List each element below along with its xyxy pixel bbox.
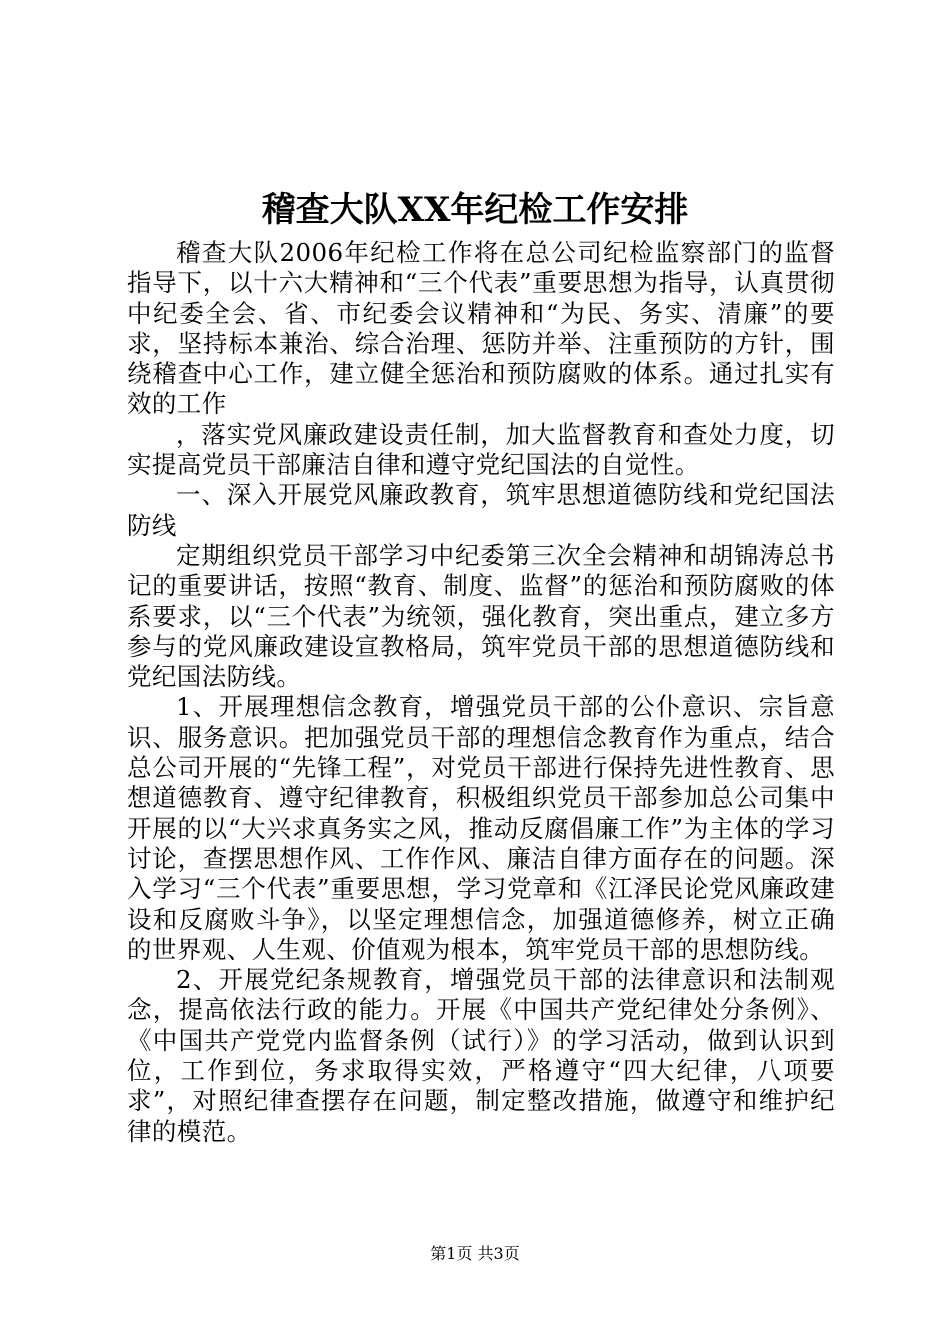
document-body <box>127 238 835 1147</box>
paragraph-item-2: 2、开展党纪条规教育，增强党员干部的法律意识和法制观念，提高依法行政的能力。开展《中国共产党纪律处分条例》、《中国共产党党内监督条例（试行）》的学习活动，做到认识到位，工作到位，务求取得实效，严格遵守“四大纪律，八项要求”，对照纪律查摆存在问题，制定整改措施，做遵守和维护纪律的模范。 <box>127 965 835 1146</box>
paragraph-intro: 稽查大队2006年纪检工作将在总公司纪检监察部门的监督指导下，以十六大精神和“三个代表”重要思想为指导，认真贯彻中纪委全会、省、市纪委会议精神和“为民、务实、清廉”的要求，坚持标本兼治、综合治理、惩防并举、注重预防的方针，围绕稽查中心工作，建立健全惩治和预防腐败的体系。通过扎实有效的工作 <box>127 238 835 419</box>
document-title: 稽查大队XX年纪检工作安排 <box>261 190 689 230</box>
page-number-footer: 第1页 共3页 <box>430 1244 520 1263</box>
section-heading-1: 一、深入开展党风廉政教育，筑牢思想道德防线和党纪国法防线 <box>127 480 835 540</box>
paragraph-section-1: 定期组织党员干部学习中纪委第三次全会精神和胡锦涛总书记的重要讲话，按照“教育、制度、监督”的惩治和预防腐败的体系要求，以“三个代表”为统领，强化教育，突出重点，建立多方参与的党风廉政建设宣教格局，筑牢党员干部的思想道德防线和党纪国法防线。 <box>127 540 835 692</box>
paragraph-intro-continued: ，落实党风廉政建设责任制，加大监督教育和查处力度，切实提高党员干部廉洁自律和遵守党纪国法的自觉性。 <box>127 419 835 480</box>
paragraph-item-1: 1、开展理想信念教育，增强党员干部的公仆意识、宗旨意识、服务意识。把加强党员干部的理想信念教育作为重点，结合总公司开展的“先锋工程”，对党员干部进行保持先进性教育、思想道德教育、遵守纪律教育，积极组织党员干部参加总公司集中开展的以“大兴求真务实之风，推动反腐倡廉工作”为主体的学习讨论，查摆思想作风、工作作风、廉洁自律方面存在的问题。深入学习“三个代表”重要思想，学习党章和《江泽民论党风廉政建设和反腐败斗争》，以坚定理想信念，加强道德修养，树立正确的世界观、人生观、价值观为根本，筑牢党员干部的思想防线。 <box>127 692 835 964</box>
